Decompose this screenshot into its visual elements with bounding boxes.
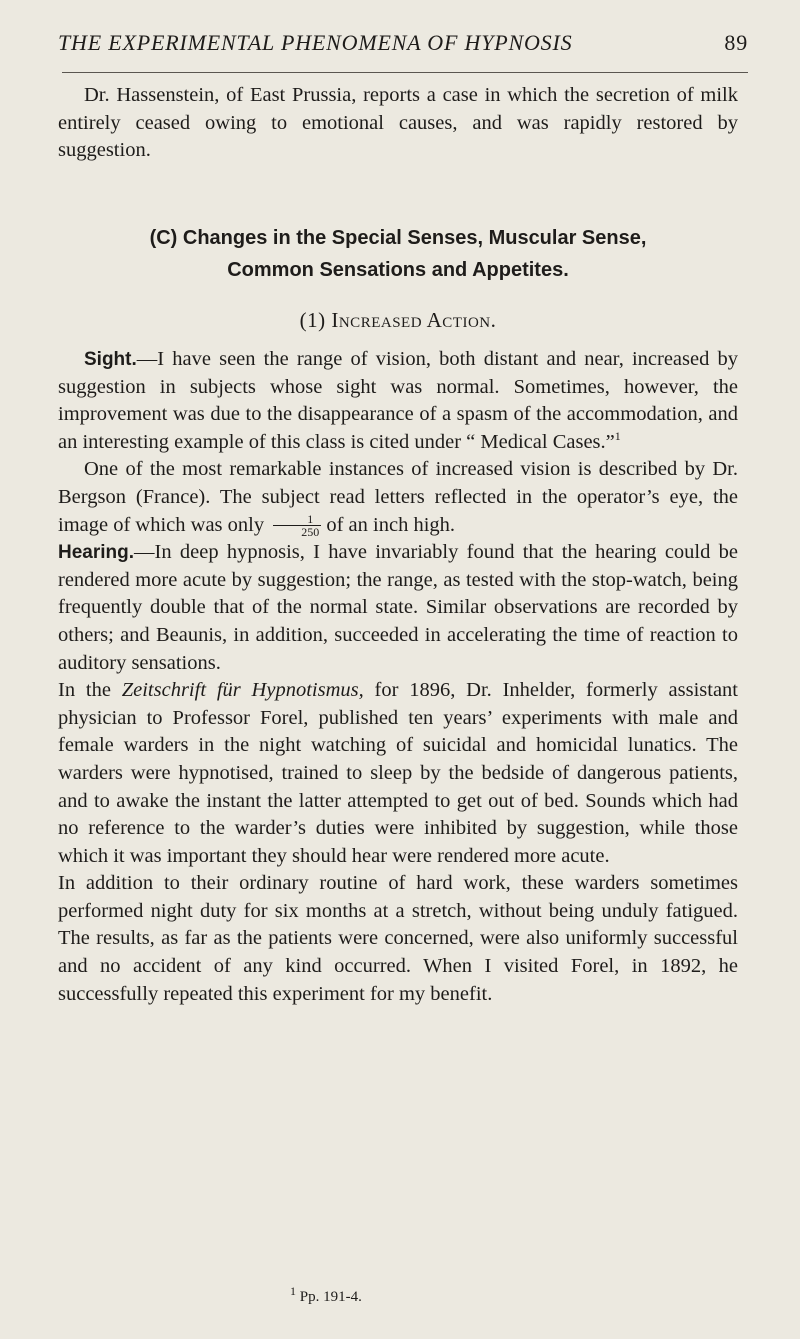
section-heading [58, 222, 738, 286]
footnote-text: Pp. 191-4. [296, 1289, 362, 1305]
paragraph-text: Dr. Hassenstein, of East Prussia, reports a case in which the secretion of milk entirely ceased owing to emotional causes, and was rapidly restored by suggestion. [58, 84, 738, 162]
footnote-ref: 1 [614, 428, 621, 443]
sight-text: —I have seen the range of vision, both distant and near, increased by suggestion in subjects whose sight was normal. Sometimes, however, the improvement was due to the disappearance of a spasm of the accommodation, and an interesting example of this class is cited under “ Medical Cases.” [58, 348, 738, 453]
page-number: 89 [724, 30, 748, 55]
paragraph-hearing [58, 539, 738, 677]
paragraph-hassenstein [58, 82, 738, 165]
header-rule [62, 72, 748, 73]
section-heading-line2: Common Sensations and Appetites. [227, 259, 569, 281]
bergson-text-end: of an inch high. [326, 513, 456, 536]
footnote [290, 1284, 362, 1306]
bergson-text: One of the most remarkable instances of increased vision is described by Dr. Bergson (France). The subject read letters reflected in the operator’s eye, the image of which was only [58, 458, 738, 536]
paragraph-zeitschrift: In the Zeitschrift für Hypnotismus, for 1896, Dr. Inhelder, formerly assistant physician to Professor Forel, published ten years’ experiments with male and female warders in the night watching of suicidal and homicidal lunatics. The warders were hypnotised, trained to sleep by the bedside of dangerous patients, and to awake the instant the latter attempted to get out of bed. Sounds which had no reference to the warder’s duties were inhibited by suggestion, while those which it was important they should hear were rendered more acute. [58, 679, 738, 867]
subheading-text: Increased Action. [331, 308, 497, 332]
subheading [58, 306, 738, 334]
hearing-text: —In deep hypnosis, I have invariably found that the hearing could be rendered more acute by suggestion; the range, as tested with the stop-watch, being frequently double that of the normal state. Similar observations are recorded by others; and Beaunis, in addition, succeeded in accelerating the time of reaction to auditory sensations. [58, 541, 738, 674]
fraction: $\frac{1}{250}$ [273, 513, 321, 538]
running-title: THE EXPERIMENTAL PHENOMENA OF HYPNOSIS [58, 30, 573, 55]
sight-label: Sight. [84, 349, 137, 370]
subheading-number: (1) [299, 308, 332, 332]
paragraph-bergson [58, 456, 738, 539]
running-head [58, 22, 748, 62]
paragraph-warders: In addition to their ordinary routine of hard work, these warders sometimes performed night duty for six months at a stretch, without being unduly fatigued. The results, as far as the patients were concerned, were also uniformly successful and no accident of any kind occurred. When I visited Forel, in 1892, he successfully repeated this experiment for my benefit. [58, 872, 738, 1005]
paragraph-sight [58, 346, 738, 1008]
section-heading-line1: (C) Changes in the Special Senses, Muscular Sense, [149, 227, 647, 249]
footnote-marker: 1 [290, 1284, 296, 1298]
hearing-label: Hearing. [58, 542, 135, 564]
journal-title: Zeitschrift für Hypnotismus, [121, 679, 364, 702]
